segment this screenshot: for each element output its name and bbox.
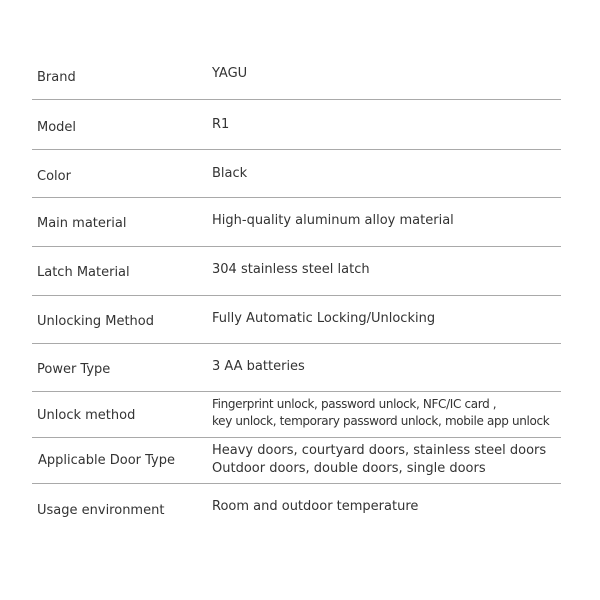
spec-label: Brand [37,70,76,85]
spec-value [212,116,229,134]
spec-label: Unlocking Method [37,314,154,329]
spec-row-latch-material [32,247,561,296]
spec-row-power-type [32,344,561,392]
spec-label: Latch Material [37,265,130,280]
spec-value [212,310,435,328]
spec-value [212,358,305,376]
spec-value [212,65,247,83]
spec-value-line: 3 AA batteries [212,359,305,374]
spec-label: Unlock method [37,408,136,423]
spec-label: Model [37,120,77,135]
spec-row-applicable-door-type [32,438,561,484]
spec-label: Power Type [37,362,111,377]
spec-label: Main material [37,216,127,231]
spec-value [212,261,370,279]
spec-value-line: Fingerprint unlock, password unlock, NFC/IC card , [212,397,497,411]
spec-value-line: R1 [212,117,230,132]
spec-row-brand [32,52,561,100]
spec-value-line: Fully Automatic Locking/Unlocking [212,311,436,326]
spec-label: Color [37,169,71,184]
spec-value-line: Outdoor doors, double doors, single doors [212,461,486,476]
spec-value-line: 304 stainless steel latch [212,262,370,277]
spec-row-color [32,150,561,198]
spec-value-line: Black [212,166,248,181]
spec-row-unlocking-method [32,296,561,344]
spec-label: Usage environment [37,503,165,518]
spec-value-line: High-quality aluminum alloy material [212,213,454,228]
spec-value [212,442,546,478]
spec-label: Applicable Door Type [38,453,175,468]
spec-row-unlock-method [32,392,561,438]
spec-value-line: key unlock, temporary password unlock, mobile app unlock [212,414,550,428]
spec-value-line: Room and outdoor temperature [212,499,419,514]
spec-row-usage-environment [32,484,561,532]
spec-value [212,165,247,183]
spec-value [212,396,549,430]
spec-table [32,52,561,532]
spec-value-line: YAGU [212,66,248,81]
spec-value [212,212,454,230]
spec-value [212,498,418,516]
spec-row-main-material [32,198,561,247]
spec-value-line: Heavy doors, courtyard doors, stainless steel doors [212,443,547,458]
spec-row-model [32,100,561,150]
